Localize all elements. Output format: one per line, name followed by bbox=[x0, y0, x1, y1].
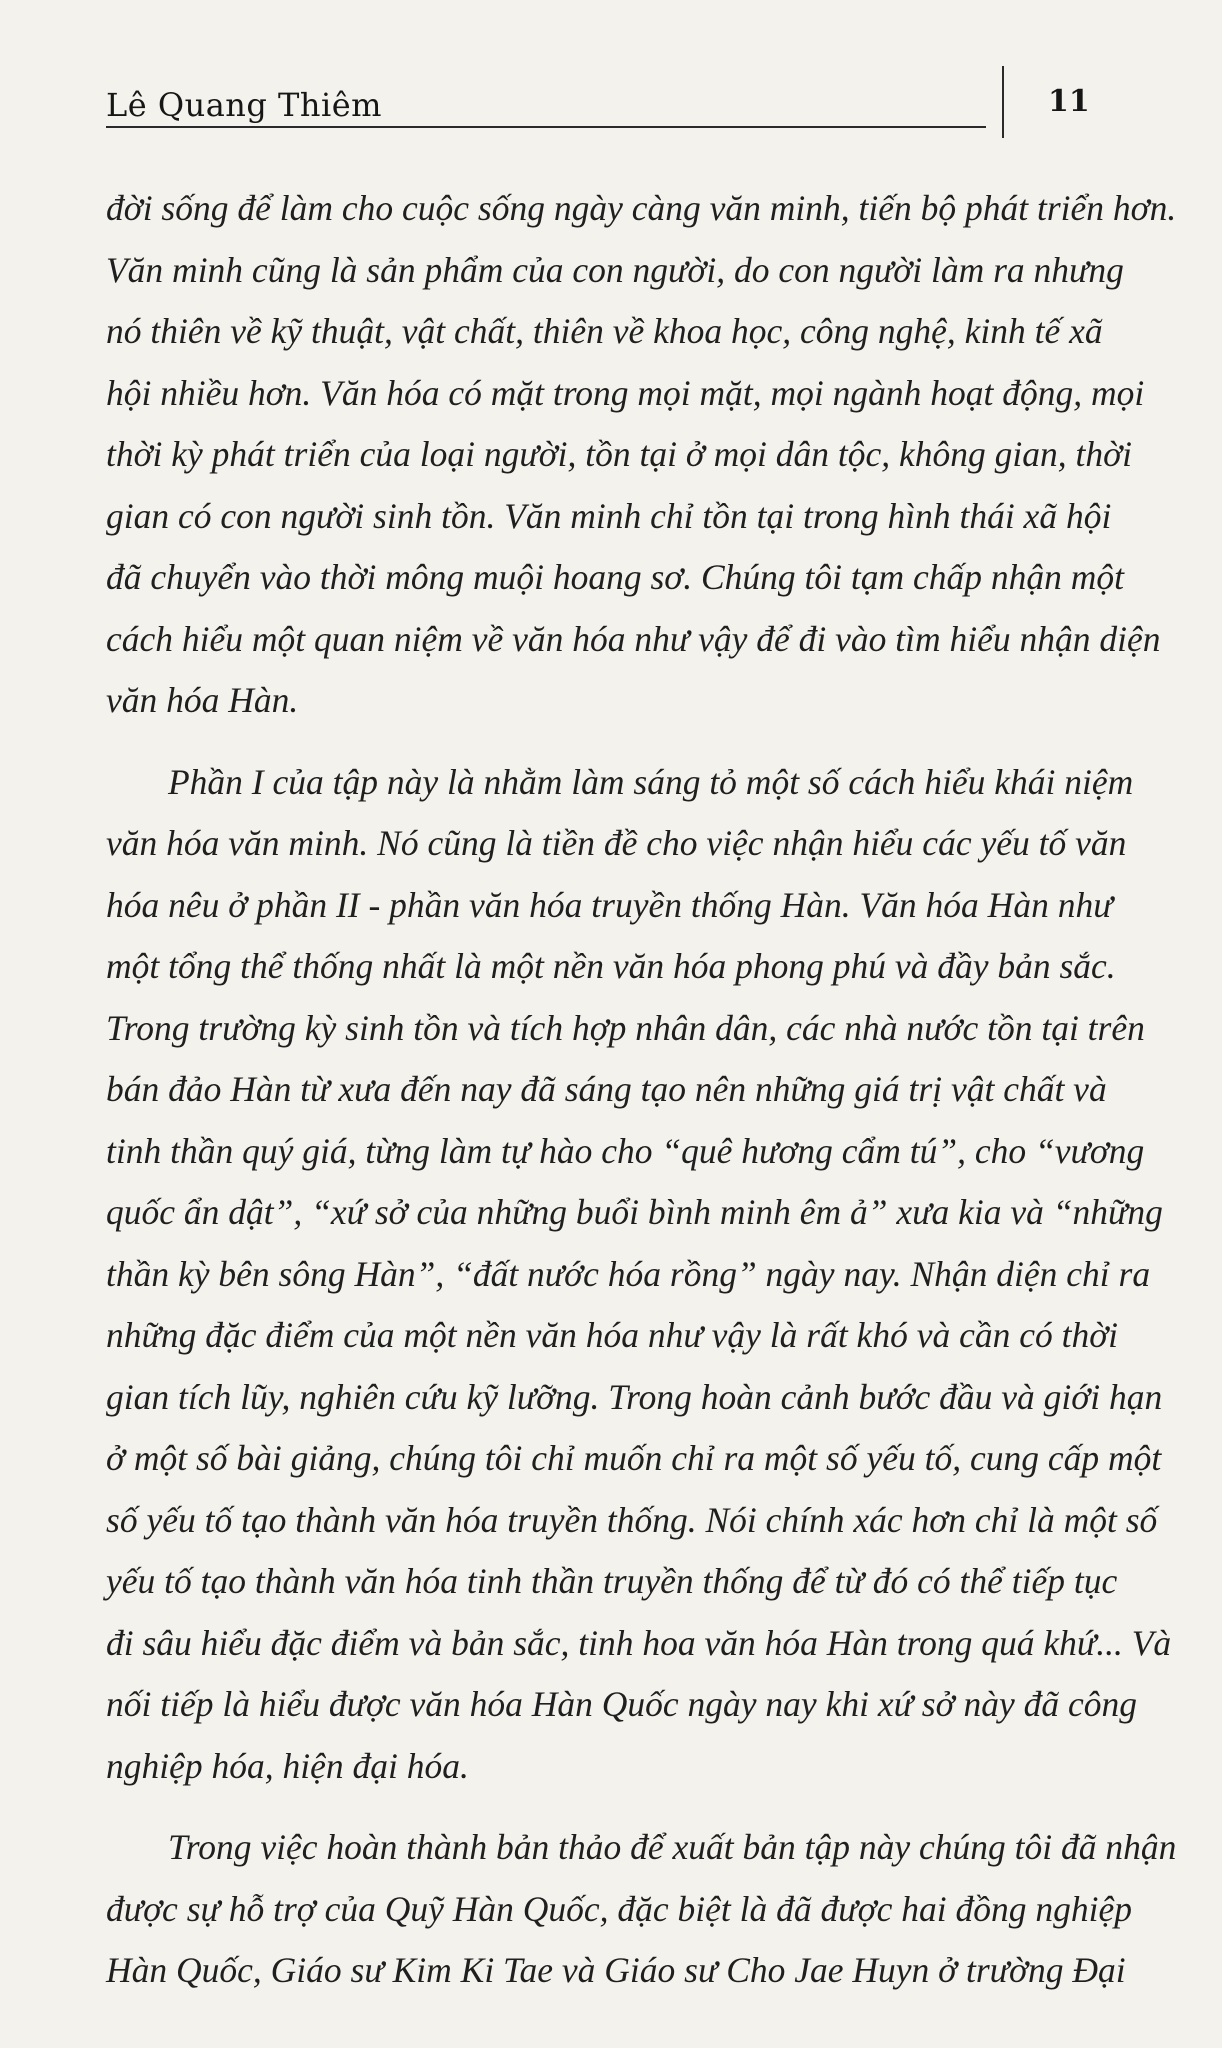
text-line: Văn minh cũng là sản phẩm của con người, do con người làm ra nhưng bbox=[106, 249, 1124, 290]
text-line: cách hiểu một quan niệm về văn hóa như vậy để đi vào tìm hiểu nhận diện bbox=[106, 618, 1161, 659]
text-line: hóa nêu ở phần II - phần văn hóa truyền thống Hàn. Văn hóa Hàn như bbox=[106, 884, 1113, 925]
text-line: số yếu tố tạo thành văn hóa truyền thống. Nói chính xác hơn chỉ là một số bbox=[106, 1499, 1158, 1540]
header-divider bbox=[1002, 66, 1004, 138]
text-line: hội nhiều hơn. Văn hóa có mặt trong mọi mặt, mọi ngành hoạt động, mọi bbox=[106, 372, 1145, 413]
text-line: đời sống để làm cho cuộc sống ngày càng văn minh, tiến bộ phát triển hơn. bbox=[106, 188, 1177, 228]
text-line: nghiệp hóa, hiện đại hóa. bbox=[106, 1745, 469, 1786]
text-line: quốc ẩn dật”, “xứ sở của những buổi bình minh êm ả” xưa kia và “những bbox=[106, 1192, 1163, 1232]
body-text bbox=[106, 178, 1177, 2022]
text-line: gian có con người sinh tồn. Văn minh chỉ tồn tại trong hình thái xã hội bbox=[106, 495, 1112, 536]
text-line: Trong việc hoàn thành bản thảo để xuất bản tập này chúng tôi đã nhận bbox=[168, 1827, 1177, 1867]
paragraph bbox=[106, 1817, 1177, 2002]
text-line: yếu tố tạo thành văn hóa tinh thần truyền thống để từ đó có thể tiếp tục bbox=[106, 1561, 1118, 1601]
text-line: Trong trường kỳ sinh tồn và tích hợp nhân dân, các nhà nước tồn tại trên bbox=[106, 1007, 1145, 1048]
paragraph bbox=[106, 178, 1177, 732]
text-line: gian tích lũy, nghiên cứu kỹ lưỡng. Trong hoàn cảnh bước đầu và giới hạn bbox=[106, 1376, 1163, 1417]
text-line: những đặc điểm của một nền văn hóa như vậy là rất khó và cần có thời bbox=[106, 1315, 1119, 1355]
text-line: văn hóa Hàn. bbox=[106, 680, 299, 720]
text-line: tinh thần quý giá, từng làm tự hào cho “quê hương cẩm tú”, cho “vương bbox=[106, 1130, 1145, 1171]
text-line: thời kỳ phát triển của loại người, tồn tại ở mọi dân tộc, không gian, thời bbox=[106, 434, 1132, 474]
text-line: đi sâu hiểu đặc điểm và bản sắc, tinh hoa văn hóa Hàn trong quá khứ... Và bbox=[106, 1622, 1172, 1663]
running-head-author: Lê Quang Thiêm bbox=[106, 86, 383, 124]
text-line: một tổng thể thống nhất là một nền văn hóa phong phú và đầy bản sắc. bbox=[106, 946, 1116, 986]
page-number: 11 bbox=[1048, 84, 1090, 119]
paragraph bbox=[106, 752, 1172, 1798]
text-line: đã chuyển vào thời mông muội hoang sơ. Chúng tôi tạm chấp nhận một bbox=[106, 557, 1125, 597]
text-line: Hàn Quốc, Giáo sư Kim Ki Tae và Giáo sư Cho Jae Huyn ở trường Đại bbox=[106, 1950, 1126, 1990]
running-head bbox=[106, 86, 986, 128]
text-line: thần kỳ bên sông Hàn”, “đất nước hóa rồng” ngày nay. Nhận diện chỉ ra bbox=[106, 1253, 1151, 1294]
text-line: văn hóa văn minh. Nó cũng là tiền đề cho việc nhận hiểu các yếu tố văn bbox=[106, 823, 1127, 863]
text-line: được sự hỗ trợ của Quỹ Hàn Quốc, đặc biệt là đã được hai đồng nghiệp bbox=[106, 1888, 1132, 1929]
text-line: Phần I của tập này là nhằm làm sáng tỏ một số cách hiểu khái niệm bbox=[168, 761, 1134, 802]
text-line: nó thiên về kỹ thuật, vật chất, thiên về khoa học, công nghệ, kinh tế xã bbox=[106, 311, 1103, 351]
text-line: nối tiếp là hiểu được văn hóa Hàn Quốc ngày nay khi xứ sở này đã công bbox=[106, 1684, 1137, 1724]
text-line: ở một số bài giảng, chúng tôi chỉ muốn chỉ ra một số yếu tố, cung cấp một bbox=[106, 1438, 1162, 1478]
text-line: bán đảo Hàn từ xưa đến nay đã sáng tạo nên những giá trị vật chất và bbox=[106, 1069, 1107, 1109]
